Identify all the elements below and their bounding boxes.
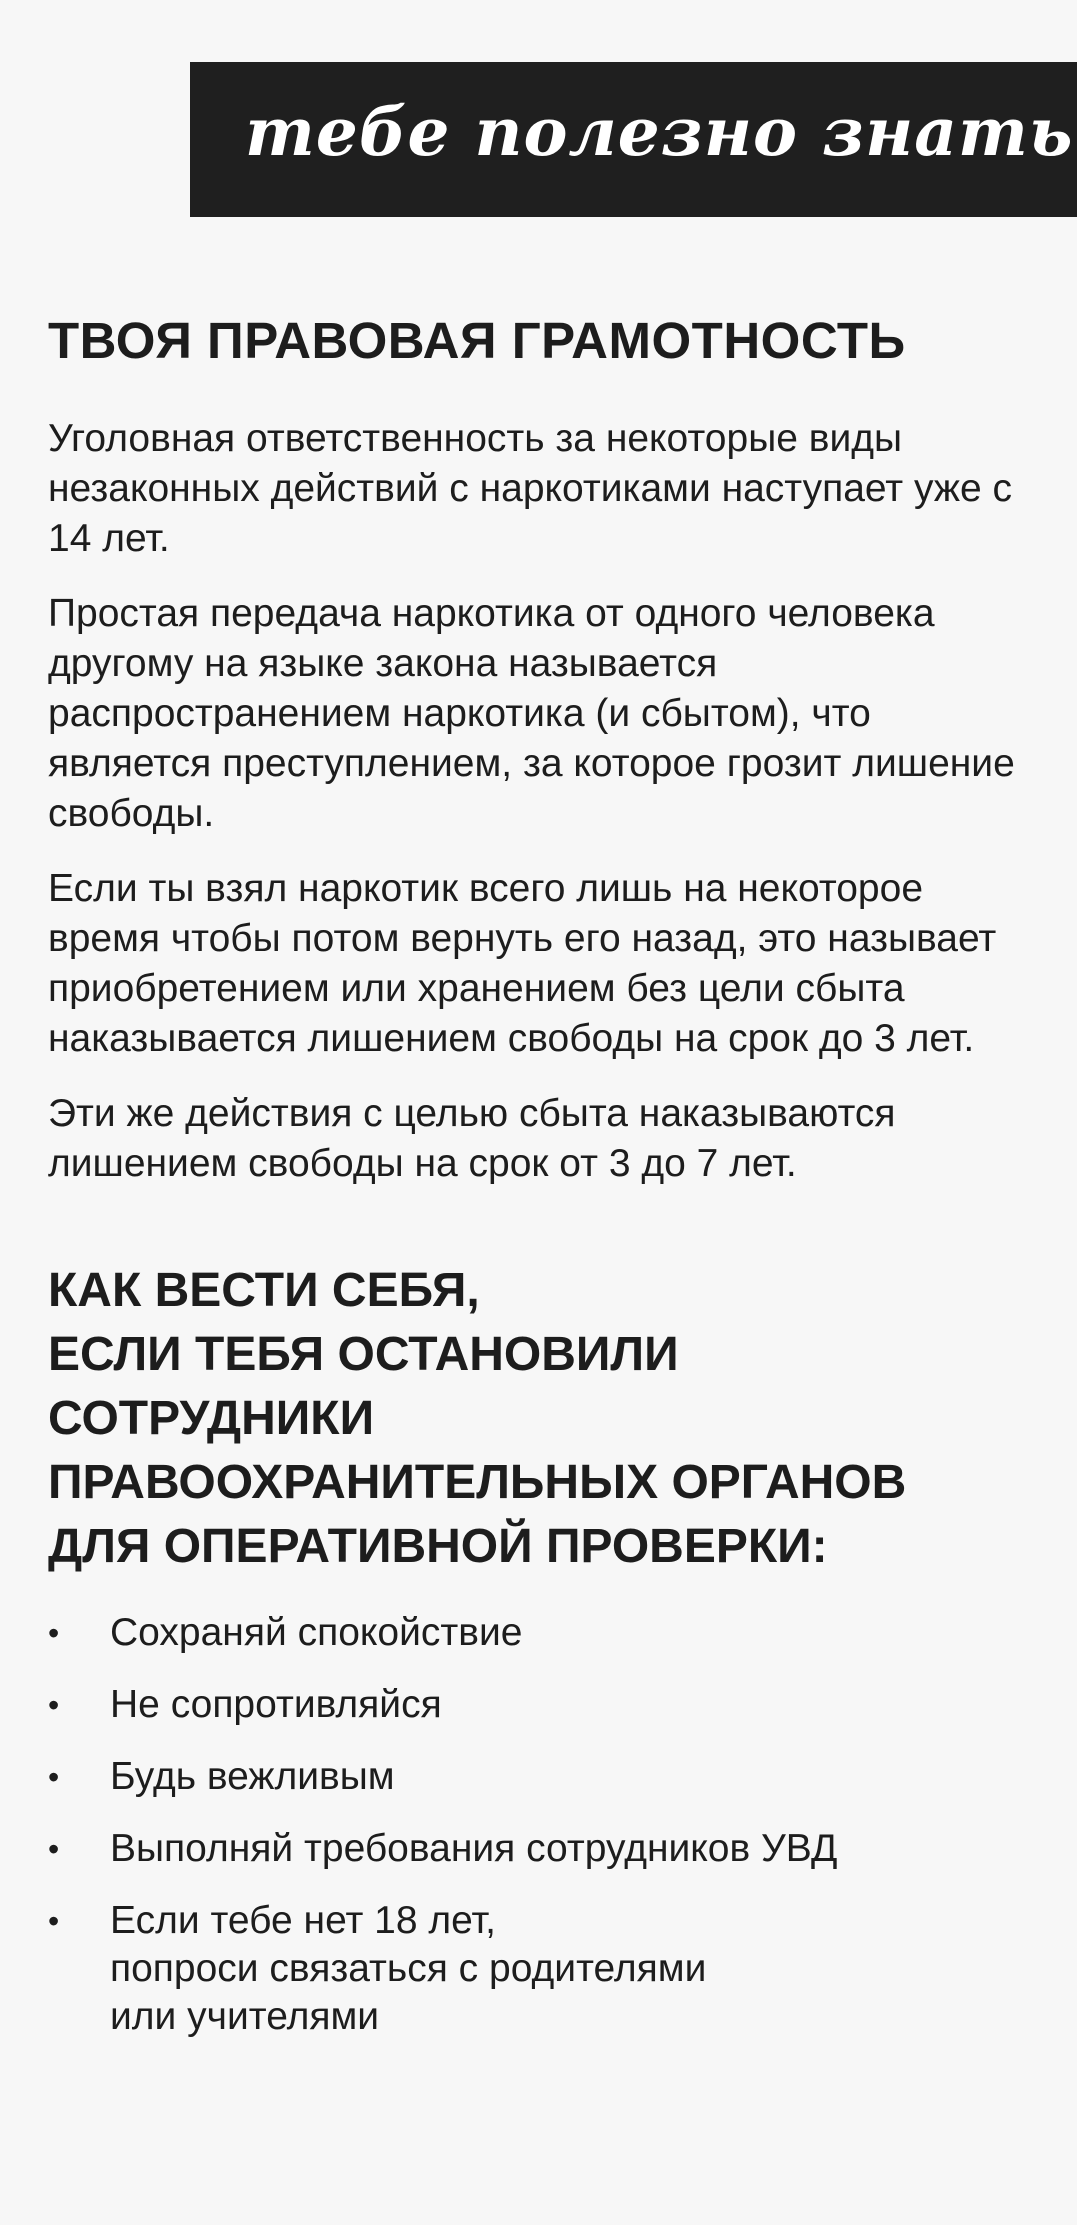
list-item-text: Сохраняй спокойствие	[110, 1611, 523, 1654]
list-item-do-not-resist	[48, 1681, 1038, 1729]
list-item-text: Будь вежливым	[110, 1755, 395, 1798]
header-banner	[190, 62, 1077, 217]
list-item-follow-requirements	[48, 1825, 1038, 1873]
behavior-heading-line: ПРАВООХРАНИТЕЛЬНЫХ ОРГАНОВ	[48, 1456, 907, 1509]
bullet-dot-icon: •	[48, 1615, 60, 1651]
behavior-list	[48, 1609, 1038, 2041]
behavior-heading-line: СОТРУДНИКИ	[48, 1392, 375, 1445]
bullet-dot-icon: •	[48, 1903, 60, 1939]
bullet-dot-icon: •	[48, 1687, 60, 1723]
list-item-text: Если тебе нет 18 лет, попроси связаться с родителями или учителями	[110, 1899, 707, 2038]
list-item-be-polite	[48, 1753, 1038, 1801]
bullet-dot-icon: •	[48, 1831, 60, 1867]
behavior-heading	[48, 1259, 1038, 1579]
behavior-heading-line: ДЛЯ ОПЕРАТИВНОЙ ПРОВЕРКИ:	[48, 1520, 828, 1573]
list-item-text: Выполняй требования сотрудников УВД	[110, 1827, 838, 1870]
paragraph-criminal-liability-age: Уголовная ответственность за некоторые виды незаконных действий с наркотиками наступает уже с 14 лет.	[48, 417, 1013, 560]
main-content	[48, 310, 1038, 2065]
legal-literacy-heading: ТВОЯ ПРАВОВАЯ ГРАМОТНОСТЬ	[48, 312, 906, 369]
behavior-heading-line: ЕСЛИ ТЕБЯ ОСТАНОВИЛИ	[48, 1328, 679, 1381]
bullet-dot-icon: •	[48, 1759, 60, 1795]
behavior-heading-line: КАК ВЕСТИ СЕБЯ,	[48, 1264, 480, 1317]
paragraph-possession-penalty: Если ты взял наркотик всего лишь на некоторое время чтобы потом вернуть его назад, это называет приобретением или хранением без цели сбыта наказывается лишением свободы на срок до 3 лет.	[48, 867, 997, 1060]
banner-title: тебе полезно знать	[245, 93, 1074, 171]
list-item-stay-calm	[48, 1609, 1038, 1657]
paragraph-distribution-definition: Простая передача наркотика от одного человека другому на языке закона называется распространением наркотика (и сбытом), что является преступлением, за которое грозит лишение свободы.	[48, 592, 1015, 835]
paragraph-sale-penalty: Эти же действия с целью сбыта наказываются лишением свободы на срок от 3 до 7 лет.	[48, 1092, 896, 1185]
list-item-contact-parents	[48, 1897, 1038, 2041]
list-item-text: Не сопротивляйся	[110, 1683, 442, 1726]
